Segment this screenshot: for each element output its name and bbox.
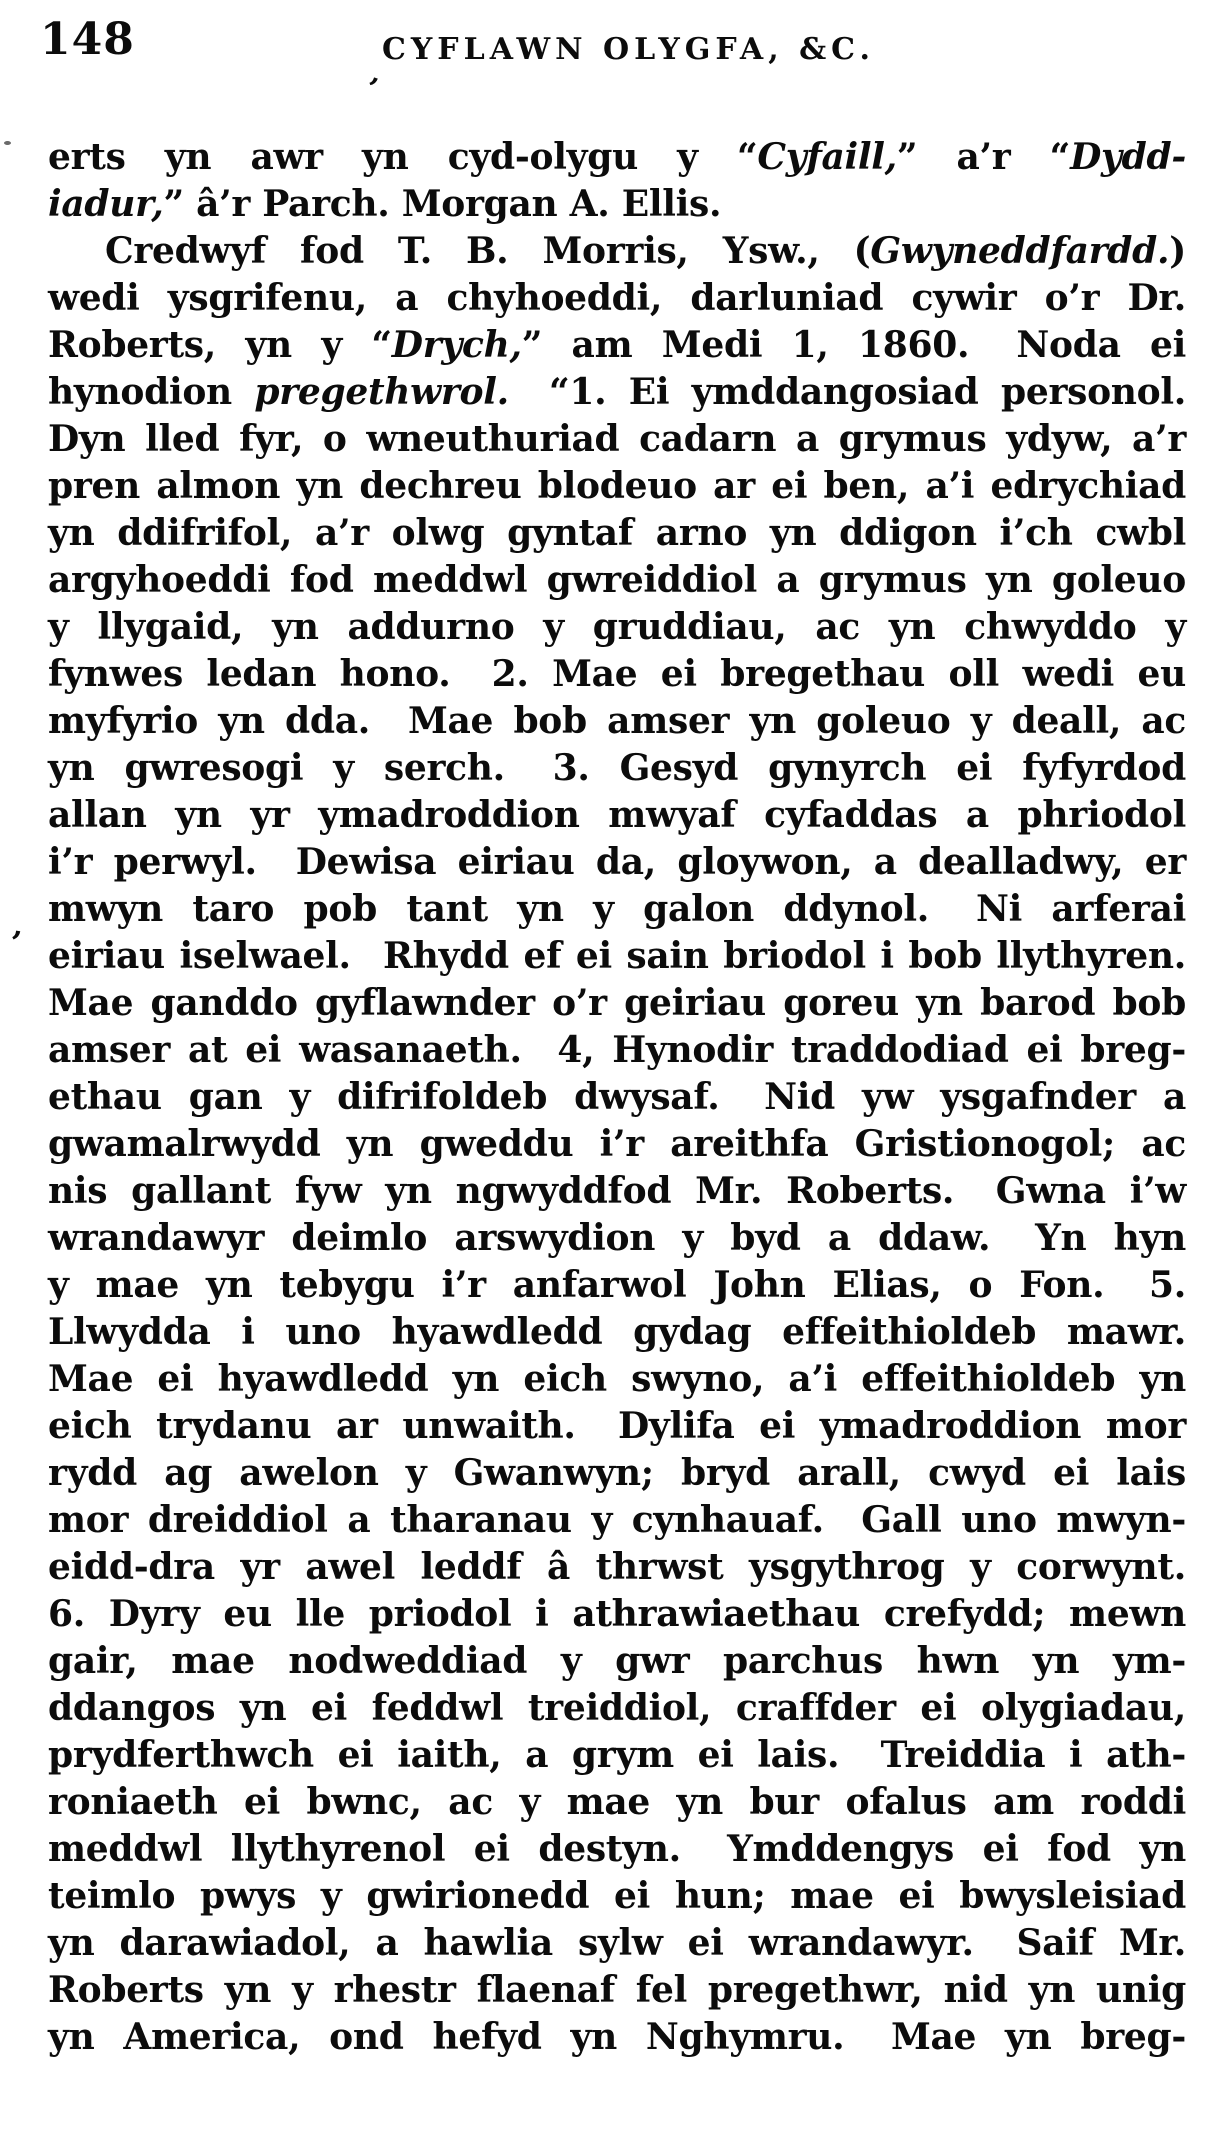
italic-text-segment: Cyfaill, — [757, 136, 897, 178]
text-segment: argyhoeddi fod meddwl gwreiddiol a grymus yn goleuo — [48, 559, 1186, 601]
running-header: CYFLAWN OLYGFA, &C. — [382, 32, 875, 67]
text-segment: myfyrio yn dda. Mae bob amser yn goleuo y deall, ac — [48, 700, 1186, 742]
ink-artifact-header: ’ — [360, 71, 382, 108]
text-line — [48, 1215, 1186, 1262]
text-line — [48, 1732, 1186, 1779]
text-line — [48, 651, 1186, 698]
text-line — [48, 1685, 1186, 1732]
text-line — [48, 1967, 1186, 2014]
text-line — [48, 1027, 1186, 1074]
text-segment: hynodion — [48, 371, 255, 413]
text-segment: nis gallant fyw yn ngwyddfod Mr. Roberts. Gwna i’w — [48, 1170, 1186, 1212]
text-segment: ” am Medi 1, 1860. Noda ei — [521, 324, 1186, 366]
text-line — [48, 1544, 1186, 1591]
ink-artifact-margin: ’ — [7, 923, 24, 963]
italic-text-segment: pregethwrol. — [254, 371, 509, 413]
text-line — [48, 322, 1186, 369]
text-segment: Mae ei hyawdledd yn eich swyno, a’i effeithioldeb yn — [48, 1358, 1186, 1400]
text-segment: allan yn yr ymadroddion mwyaf cyfaddas a phriodol — [48, 794, 1186, 836]
text-line — [48, 933, 1186, 980]
text-segment: yn ddifrifol, a’r olwg gyntaf arno yn ddigon i’ch cwbl — [48, 512, 1186, 554]
text-line — [48, 463, 1186, 510]
text-line — [48, 745, 1186, 792]
text-segment: pren almon yn dechreu blodeuo ar ei ben, a’i edrychiad — [48, 465, 1186, 507]
text-segment: gair, mae nodweddiad y gwr parchus hwn yn ym- — [48, 1640, 1186, 1682]
ink-speck — [4, 141, 11, 145]
text-line — [48, 416, 1186, 463]
italic-text-segment: iadur, — [48, 183, 164, 225]
text-line — [48, 275, 1186, 322]
text-segment: rydd ag awelon y Gwanwyn; bryd arall, cwyd ei lais — [48, 1452, 1186, 1494]
text-line — [48, 510, 1186, 557]
italic-text-segment: Dydd- — [1070, 136, 1186, 178]
text-segment: y llygaid, yn addurno y gruddiau, ac yn chwyddo y — [48, 606, 1186, 648]
text-segment: erts yn awr yn cyd-olygu y “ — [48, 136, 758, 178]
text-segment: yn darawiadol, a hawlia sylw ei wrandawyr. Saif Mr. — [48, 1922, 1186, 1964]
text-line — [48, 1920, 1186, 1967]
page-number: 148 — [40, 14, 135, 65]
italic-text-segment: Gwyneddfardd. — [870, 230, 1170, 272]
text-line — [48, 839, 1186, 886]
text-line — [48, 604, 1186, 651]
text-line — [48, 886, 1186, 933]
text-segment: 6. Dyry eu lle priodol i athrawiaethau crefydd; mewn — [48, 1593, 1186, 1635]
text-line — [48, 1591, 1186, 1638]
text-line — [48, 1168, 1186, 1215]
text-segment: eiriau iselwael. Rhydd ef ei sain briodol i bob llythyren. — [48, 935, 1186, 977]
text-line — [48, 134, 1186, 181]
text-line — [48, 1074, 1186, 1121]
text-segment: Roberts yn y rhestr flaenaf fel pregethwr, nid yn unig — [48, 1969, 1186, 2011]
text-segment: yn gwresogi y serch. 3. Gesyd gynyrch ei fyfyrdod — [48, 747, 1186, 789]
text-segment: mor dreiddiol a tharanau y cynhauaf. Gall uno mwyn- — [48, 1499, 1186, 1541]
text-line — [48, 1309, 1186, 1356]
text-segment: ddangos yn ei feddwl treiddiol, craffder ei olygiadau, — [48, 1687, 1186, 1729]
text-line — [48, 1873, 1186, 1920]
text-segment: teimlo pwys y gwirionedd ei hun; mae ei bwysleisiad — [48, 1875, 1186, 1917]
text-line — [48, 557, 1186, 604]
text-segment: wedi ysgrifenu, a chyhoeddi, darluniad cywir o’r Dr. — [48, 277, 1186, 319]
text-segment: i’r perwyl. Dewisa eiriau da, gloywon, a dealladwy, er — [48, 841, 1186, 883]
text-segment: ethau gan y difrifoldeb dwysaf. Nid yw ysgafnder a — [48, 1076, 1186, 1118]
text-segment: Roberts, yn y “ — [48, 324, 392, 366]
text-segment: amser at ei wasanaeth. 4, Hynodir traddodiad ei breg- — [48, 1029, 1186, 1071]
text-segment: ” â’r Parch. Morgan A. Ellis. — [163, 183, 722, 225]
text-segment: Dyn lled fyr, o wneuthuriad cadarn a grymus ydyw, a’r — [48, 418, 1186, 460]
text-line — [48, 181, 1186, 228]
text-segment: prydferthwch ei iaith, a grym ei lais. Treiddia i ath- — [48, 1734, 1186, 1776]
text-segment: Llwydda i uno hyawdledd gydag effeithioldeb mawr. — [48, 1311, 1186, 1353]
text-line — [48, 1450, 1186, 1497]
text-line — [48, 2014, 1186, 2061]
page-body — [48, 134, 1186, 2061]
text-segment: mwyn taro pob tant yn y galon ddynol. Ni arferai — [48, 888, 1186, 930]
text-line — [48, 1356, 1186, 1403]
text-segment: y mae yn tebygu i’r anfarwol John Elias, o Fon. 5. — [48, 1264, 1186, 1306]
text-line — [48, 1403, 1186, 1450]
text-segment: meddwl llythyrenol ei destyn. Ymddengys ei fod yn — [48, 1828, 1186, 1870]
text-line — [48, 1262, 1186, 1309]
text-segment: ) — [1169, 230, 1186, 272]
text-segment: gwamalrwydd yn gweddu i’r areithfa Gristionogol; ac — [48, 1123, 1186, 1165]
italic-text-segment: Drych, — [391, 324, 522, 366]
text-segment: yn America, ond hefyd yn Nghymru. Mae yn breg- — [48, 2016, 1186, 2058]
text-segment: roniaeth ei bwnc, ac y mae yn bur ofalus am roddi — [48, 1781, 1186, 1823]
text-line — [48, 228, 1186, 275]
text-line — [48, 1779, 1186, 1826]
text-line — [48, 980, 1186, 1027]
text-segment: eidd-dra yr awel leddf â thrwst ysgythrog y corwynt. — [48, 1546, 1186, 1588]
text-line — [48, 698, 1186, 745]
text-line — [48, 369, 1186, 416]
text-segment: “1. Ei ymddangosiad personol. — [508, 371, 1186, 413]
text-segment: wrandawyr deimlo arswydion y byd a ddaw. Yn hyn — [48, 1217, 1186, 1259]
text-line — [48, 1826, 1186, 1873]
text-segment: fynwes ledan hono. 2. Mae ei bregethau oll wedi eu — [48, 653, 1186, 695]
text-segment: ” a’r “ — [896, 136, 1071, 178]
text-line — [48, 1638, 1186, 1685]
text-line — [48, 1121, 1186, 1168]
text-segment: eich trydanu ar unwaith. Dylifa ei ymadroddion mor — [48, 1405, 1186, 1447]
text-segment: Credwyf fod T. B. Morris, Ysw., ( — [105, 230, 871, 272]
text-line — [48, 792, 1186, 839]
text-segment: Mae ganddo gyflawnder o’r geiriau goreu yn barod bob — [48, 982, 1186, 1024]
text-line — [48, 1497, 1186, 1544]
